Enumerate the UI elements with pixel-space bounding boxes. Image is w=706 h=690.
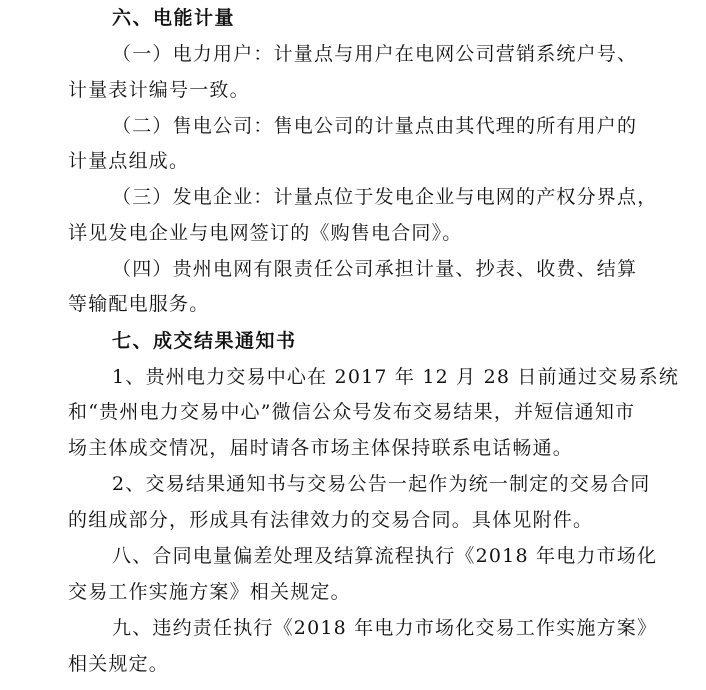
- section-6-item-4-line-1: （四）贵州电网有限责任公司承担计量、抄表、收费、结算: [112, 258, 638, 280]
- section-6-item-2-line-1: （二）售电公司：售电公司的计量点由其代理的所有用户的: [112, 115, 638, 137]
- section-7-item-1-line-3: 场主体成交情况，届时请各市场主体保持联系电话畅通。: [68, 437, 574, 459]
- section-7-heading: 七、成交结果通知书: [112, 330, 297, 352]
- section-7-item-1-line-2: 和“贵州电力交易中心”微信公众号发布交易结果，并短信通知市: [68, 401, 636, 423]
- section-9-line-2: 相关规定。: [68, 653, 170, 675]
- section-6-item-4-line-2: 等输配电服务。: [68, 293, 210, 315]
- section-8-line-2: 交易工作实施方案》相关规定。: [68, 581, 351, 603]
- section-6-item-2-line-2: 计量点组成。: [68, 150, 190, 172]
- section-7-item-1-line-1: 1、贵州电力交易中心在 2017 年 12 月 28 日前通过交易系统: [112, 366, 680, 388]
- section-6-item-3-line-1: （三）发电企业：计量点位于发电企业与电网的产权分界点，: [112, 186, 658, 208]
- section-6-heading: 六、电能计量: [112, 7, 236, 29]
- section-9-line-1: 九、违约责任执行《2018 年电力市场化交易工作实施方案》: [112, 617, 658, 639]
- section-7-item-2-line-2: 的组成部分，形成具有法律效力的交易合同。具体见附件。: [68, 509, 594, 531]
- section-6-item-1-line-2: 计量表计编号一致。: [68, 79, 250, 101]
- section-6-item-1-line-1: （一）电力用户：计量点与用户在电网公司营销系统户号、: [112, 43, 638, 65]
- section-6-item-3-line-2: 详见发电企业与电网签订的《购售电合同》。: [68, 222, 463, 244]
- section-7-item-2-line-1: 2、交易结果通知书与交易公告一起作为统一制定的交易合同: [112, 473, 651, 495]
- section-8-line-1: 八、合同电量偏差处理及结算流程执行《2018 年电力市场化: [112, 545, 658, 567]
